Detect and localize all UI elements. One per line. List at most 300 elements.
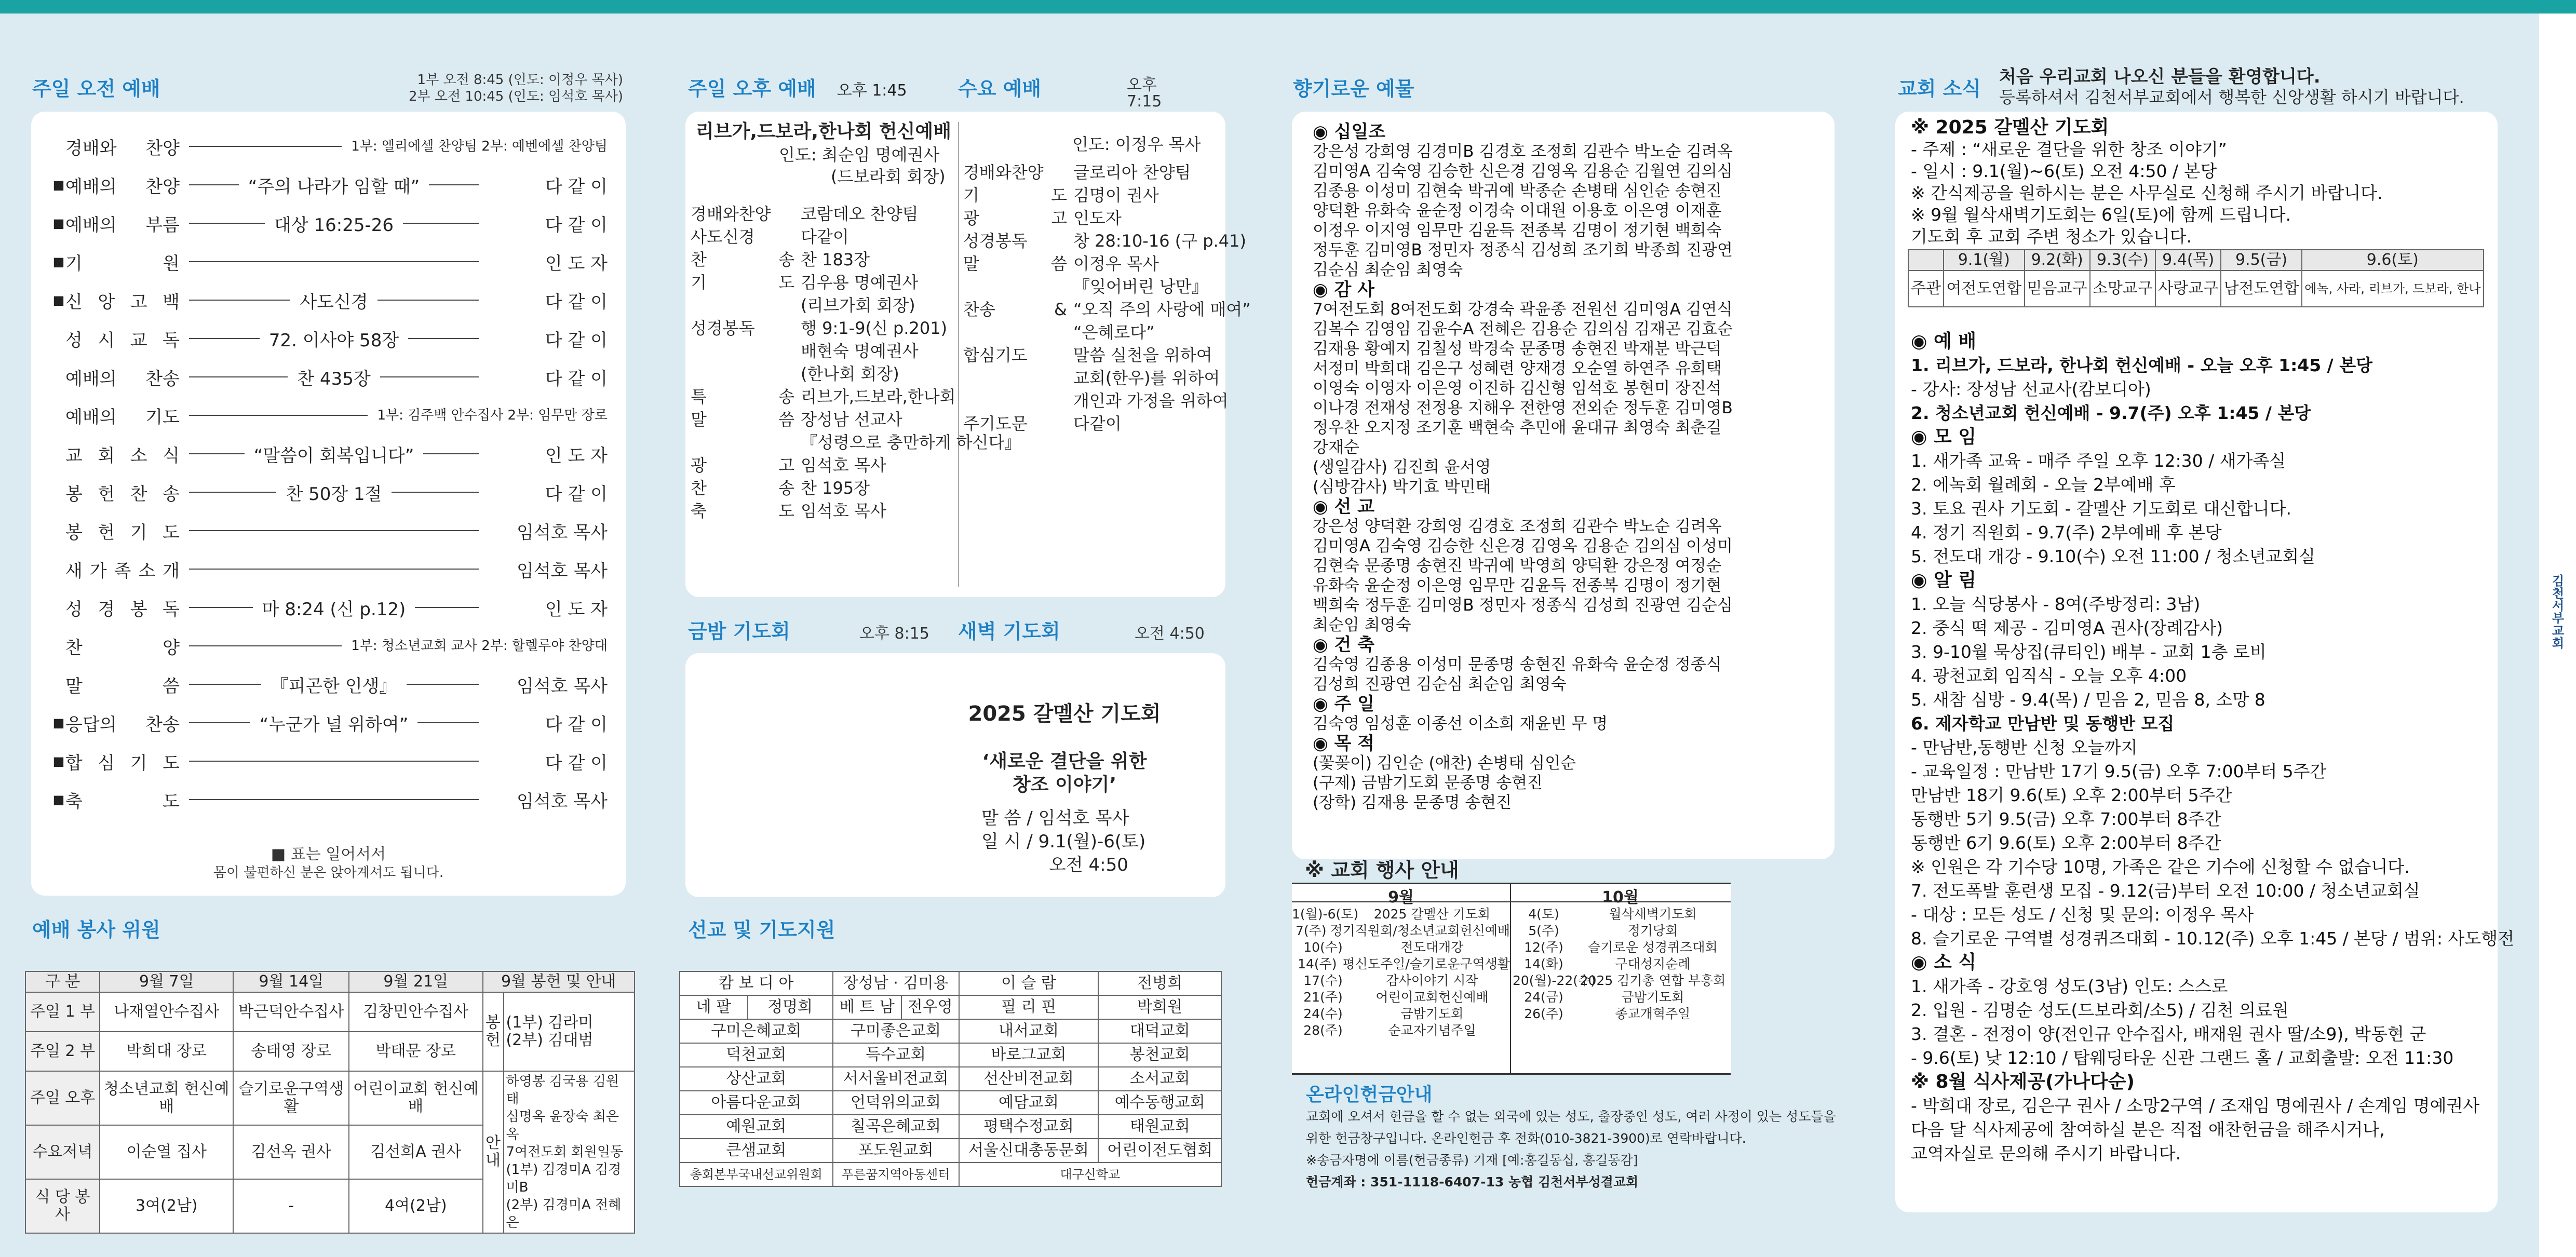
news-line: - 교육일정 : 만남반 17기 9.5(금) 오후 7:00부터 5주간 <box>1911 761 2327 781</box>
order-item <box>691 202 955 225</box>
mission-cell: 베 트 남 <box>833 995 901 1019</box>
annae-name: 7여전도회 회원일동 <box>506 1144 624 1160</box>
event-name: 월삭새벽기도회 <box>1609 907 1697 922</box>
row-label: 경배와 찬양 <box>65 138 180 159</box>
order-item <box>691 225 955 248</box>
mission-cell: 어린이전도협회 <box>1098 1139 1221 1163</box>
news-line: - 강사: 장성남 선교사(캄보디아) <box>1911 379 2151 399</box>
row-leader-line <box>189 799 479 800</box>
duty-cell: 소망교구 <box>2090 271 2155 307</box>
event-row <box>1513 956 1731 972</box>
news-line: 2. 입원 - 김명순 성도(드보라회/소5) / 김천 의료원 <box>1911 1000 2289 1020</box>
worship-order-row <box>52 127 608 166</box>
order-item <box>963 412 1223 435</box>
news-line: - 박희대 장로, 김은구 권사 / 소망2구역 / 조재임 명예권사 / 손계임 명예권사 <box>1911 1096 2480 1116</box>
event-row <box>1292 956 1510 972</box>
order-key: 경배와찬양 <box>963 163 1044 182</box>
news-line: 만남반 18기 9.6(토) 오후 2:00부터 5주간 <box>1911 785 2232 805</box>
row-leader: 임석호 목사 <box>516 522 608 543</box>
mission-cell: 전병희 <box>1098 971 1221 995</box>
offering-names: 김미영A 김숙영 김승한 신은경 김영옥 김용순 김의심 이성미 <box>1313 537 1733 556</box>
worship-order-row <box>52 204 608 242</box>
row-leader: 다 같 이 <box>545 176 608 197</box>
online-account: 헌금계좌 : 351-1118-6407-13 농협 김천서부성결교회 <box>1306 1174 1639 1190</box>
dawn-heading: 2025 갈멜산 기도회 <box>968 702 1161 726</box>
dawn-theme-1: ‘새로운 결단을 위한 <box>982 751 1147 772</box>
mission-cell: 큰샘교회 <box>680 1139 833 1163</box>
row-leader: 인 도 자 <box>545 253 608 274</box>
row-bullet: ■ <box>52 715 65 730</box>
event-row <box>1292 1022 1510 1039</box>
karmel-line: - 주제 : “새로운 결단을 위한 창조 이야기” <box>1911 139 2227 159</box>
order-item <box>691 248 955 271</box>
row-label: 신 앙 고 백 <box>65 291 180 313</box>
row-leader-line <box>429 184 479 185</box>
row-bullet: ■ <box>52 754 65 768</box>
order-key: 사도신경 <box>691 227 755 247</box>
mission-cell: 푸른꿈지역아동센터 <box>833 1163 959 1186</box>
offering-names: 김숙영 임성훈 이종선 이소희 재윤빈 무 명 <box>1313 714 1608 733</box>
mission-cell: 소서교회 <box>1098 1067 1221 1091</box>
row-label: 예배의 찬양 <box>65 176 180 197</box>
worship-order-row <box>52 242 608 281</box>
row-leader: 다 같 이 <box>545 483 608 505</box>
order-value: (한나회 회장) <box>801 364 899 384</box>
events-bottom <box>1292 1073 1731 1075</box>
row-label: 새 가 족 소 개 <box>65 560 180 582</box>
event-date: 26(주) <box>1524 1006 1563 1021</box>
service-cell: 청소년교회 헌신예배 <box>100 1071 233 1125</box>
worship-order-row <box>52 166 608 204</box>
morning-time-2: 2부 오전 10:45 (인도: 임석호 목사) <box>408 89 623 104</box>
news-line: ◉ 알 림 <box>1911 570 1977 591</box>
events-month-sep: 9월 <box>1388 888 1414 907</box>
row-leader: 다 같 이 <box>545 291 608 313</box>
mission-cell: 언덕위의교회 <box>833 1091 959 1115</box>
friday-title: 금밤 기도회 <box>688 620 790 643</box>
order-value: 임석호 목사 <box>801 455 886 475</box>
event-date: 5(주) <box>1528 923 1559 938</box>
offering-names: 이나경 전재성 전정용 지해우 전한영 전외순 정두훈 김미영B <box>1313 399 1733 417</box>
order-key: 합심기도 <box>963 345 1028 365</box>
offering-heading: ◉ 선 교 <box>1313 496 1375 517</box>
offering-names: 김재용 황예지 김칠성 박경숙 문종명 송현진 박재분 박근덕 <box>1313 340 1722 358</box>
row-label: 예배의 부름 <box>65 214 180 236</box>
order-value: 『잊어버린 낭만』 <box>1073 277 1208 296</box>
news-line: 1. 새가족 교육 - 매주 주일 오후 12:30 / 새가족실 <box>1911 451 2286 471</box>
worship-order-row <box>52 319 608 358</box>
news-line: 3. 토요 권사 기도회 - 갈멜산 기도회로 대신합니다. <box>1911 498 2291 519</box>
order-key: 성경봉독 <box>963 231 1028 251</box>
offering-names: (장학) 김재용 문종명 송현진 <box>1313 793 1512 812</box>
event-date: 7(주) <box>1295 923 1327 938</box>
service-cell: 나재열안수집사 <box>100 992 233 1032</box>
news-title: 교회 소식 <box>1898 77 1981 100</box>
worship-order-row <box>52 281 608 319</box>
order-value: 행 9:1-9(신 p.201) <box>801 318 948 338</box>
news-line: 동행반 6기 9.6(토) 오후 2:00부터 8주간 <box>1911 833 2221 853</box>
event-name: 종교개혁주일 <box>1615 1006 1691 1021</box>
order-key: 성경봉독 <box>691 318 755 338</box>
mission-cell: 구미은혜교회 <box>680 1019 833 1043</box>
mission-cell: 칠곡은혜교회 <box>833 1115 959 1139</box>
order-item <box>691 271 955 294</box>
row-bullet: ■ <box>52 216 65 231</box>
row-content: “말씀이 회복입니다” <box>253 445 414 466</box>
service-cell: 수요저녁 <box>25 1125 100 1179</box>
offering-names: 정두훈 김미영B 정민자 정종식 김성희 조기희 박종희 진광연 <box>1313 241 1733 260</box>
worship-order-row <box>52 358 608 396</box>
order-value: 김우용 명예권사 <box>801 273 919 292</box>
offering-names: 김숙영 김종용 이성미 문종명 송현진 유화숙 윤순정 정종식 <box>1313 655 1722 674</box>
order-item <box>691 385 955 408</box>
worship-order-row <box>52 473 608 511</box>
service-cell: 식 당 봉 사 <box>25 1179 100 1233</box>
order-key: 광 고 <box>691 455 794 475</box>
row-leader: 다 같 이 <box>545 714 608 735</box>
annae-name: 심명옥 윤장숙 최은옥 <box>506 1109 619 1142</box>
order-value: 인도자 <box>1073 208 1122 228</box>
row-leader-line <box>189 761 479 762</box>
row-leader: 임석호 목사 <box>516 560 608 582</box>
row-leader-line <box>417 722 479 723</box>
news-line: 다음 달 식사제공에 참여하실 분은 직접 애찬헌금을 해주시거나, <box>1911 1119 2385 1140</box>
service-cell: 4여(2남) <box>349 1179 482 1233</box>
dawn-time: 오전 4:50 <box>1135 625 1205 643</box>
dawn-title: 새벽 기도회 <box>958 620 1060 643</box>
row-leader-line <box>408 338 479 339</box>
service-cell: 김창민안수집사 <box>349 992 482 1032</box>
mission-cell: 예원교회 <box>680 1115 833 1139</box>
row-label: 예배의 찬송 <box>65 368 180 389</box>
row-label: 응답의 찬송 <box>65 714 180 735</box>
offering-heading: ◉ 십일조 <box>1313 121 1386 142</box>
row-leader-line <box>189 223 265 224</box>
service-header: 9월 14일 <box>233 971 349 992</box>
mission-cell: 대구신학교 <box>959 1163 1221 1186</box>
mission-cell: 덕천교회 <box>680 1043 833 1067</box>
row-bullet: ■ <box>52 293 65 307</box>
dawn-preacher: 말 씀 / 임석호 목사 <box>981 808 1129 829</box>
friday-dawn-panel <box>685 653 1225 897</box>
row-content: 마 8:24 (신 p.12) <box>262 599 406 620</box>
row-label: 말 씀 <box>65 675 180 697</box>
event-date: 14(주) <box>1298 956 1337 971</box>
row-leader: 다 같 이 <box>545 330 608 351</box>
order-key: 축 도 <box>691 501 794 521</box>
online-text <box>1306 1106 1836 1193</box>
order-value: 말씀 실천을 위하여 <box>1073 345 1212 365</box>
event-name: 2025 김기총 연합 부흥회 <box>1580 973 1726 988</box>
annae-name: 하영봉 김국용 김원태 <box>506 1074 619 1107</box>
row-leader: 다 같 이 <box>545 368 608 389</box>
friday-time: 오후 8:15 <box>859 625 929 643</box>
event-row <box>1513 989 1731 1006</box>
order-item <box>691 294 955 317</box>
events-header <box>1292 883 1731 907</box>
morning-order <box>52 127 608 823</box>
mission-cell: 바로그교회 <box>959 1043 1099 1067</box>
mission-cell: 내서교회 <box>959 1019 1099 1043</box>
event-row <box>1513 972 1731 989</box>
karmel-line: ※ 간식제공을 원하시는 분은 사무실로 신청해 주시기 바랍니다. <box>1911 183 2383 203</box>
service-table <box>25 971 635 1234</box>
offering-names: 7여전도회 8여전도회 강경숙 곽윤종 전원선 김미영A 김연식 <box>1313 300 1733 319</box>
row-content: “주의 나라가 임할 때” <box>248 176 420 197</box>
mission-title: 선교 및 기도지원 <box>688 918 835 941</box>
news-line: 동행반 5기 9.5(금) 오후 7:00부터 8주간 <box>1911 809 2221 829</box>
worship-order-row <box>52 550 608 588</box>
stand-note-sub: 몸이 불편하신 분은 앉아계셔도 됩니다. <box>213 865 444 881</box>
duty-cell: 사랑교구 <box>2155 271 2221 307</box>
order-key: 말 씀 <box>963 254 1067 274</box>
news-line: - 만남반,동행반 신청 오늘까지 <box>1911 737 2138 758</box>
duty-header: 9.5(금) <box>2221 250 2301 271</box>
row-leader: 임석호 목사 <box>516 791 608 812</box>
online-line-3: ※송금자명에 이름(헌금종류) 기재 [예:홍길동십, 홍길동감] <box>1306 1153 1638 1168</box>
afternoon-heading: 리브가,드보라,한나회 헌신예배 <box>696 121 951 142</box>
order-value: 배현숙 명예권사 <box>801 341 919 361</box>
row-leader-line <box>189 376 288 377</box>
dawn-date: 일 시 / 9.1(월)-6(토) <box>981 831 1146 852</box>
order-key: 특 송 <box>691 387 794 407</box>
order-item <box>963 229 1246 252</box>
news-line: 1. 리브가, 드보라, 한나회 헌신예배 - 오늘 오후 1:45 / 본당 <box>1911 355 2372 375</box>
worship-order-row <box>52 780 608 819</box>
mission-cell: 태원교회 <box>1098 1115 1221 1139</box>
news-line: 7. 전도폭발 훈련생 모집 - 9.12(금)부터 오전 10:00 / 청소년교회실 <box>1911 881 2420 901</box>
event-name: 감사이야기 시작 <box>1386 973 1478 988</box>
news-line: 3. 결혼 - 전정이 양(전인규 안수집사, 배재원 권사 딸/소9), 박동현 군 <box>1911 1024 2426 1044</box>
order-item <box>691 454 955 477</box>
row-leader-line <box>189 607 253 608</box>
row-leader-line <box>189 146 342 147</box>
offering-names: 김성희 진광연 김순심 최순임 최영숙 <box>1313 675 1567 694</box>
afternoon-title <box>688 73 907 101</box>
event-date: 28(주) <box>1303 1023 1343 1038</box>
worship-order-row <box>52 704 608 742</box>
welcome-line-1: 처음 우리교회 나오신 분들을 환영합니다. <box>1999 66 2321 87</box>
service-cell: 어린이교회 헌신예배 <box>349 1071 482 1125</box>
service-cell: 슬기로운구역생활 <box>233 1071 349 1125</box>
service-cell: 김선옥 권사 <box>233 1125 349 1179</box>
row-leader: 임석호 목사 <box>516 675 608 697</box>
offering-names: (꽃꽂이) 김인순 (애찬) 손병태 심인순 <box>1313 754 1576 773</box>
service-cell: 이순열 집사 <box>100 1125 233 1179</box>
row-label: 기 원 <box>65 253 180 274</box>
mission-cell: 캄 보 디 아 <box>680 971 833 995</box>
offering-names: (심방감사) 박기효 박민태 <box>1313 478 1491 496</box>
order-value: “은혜로다” <box>1073 322 1155 342</box>
events-september <box>1292 906 1510 1039</box>
event-date: 4(토) <box>1528 907 1559 922</box>
row-leader-line <box>189 261 479 262</box>
offering-heading: ◉ 감 사 <box>1313 279 1375 300</box>
order-value: 다같이 <box>801 227 849 247</box>
row-content: 찬 50장 1절 <box>286 483 382 505</box>
news-panel <box>1895 112 2515 1212</box>
service-header: 9월 21일 <box>349 971 482 992</box>
mission-cell: 선산비전교회 <box>959 1067 1099 1091</box>
row-label: 예배의 기도 <box>65 407 180 428</box>
event-name: 슬기로운 성경퀴즈대회 <box>1588 940 1718 955</box>
service-annae-list <box>504 1071 635 1233</box>
news-line: ※ 8월 식사제공(가나다순) <box>1911 1071 2135 1092</box>
side-stripe <box>2539 13 2576 1257</box>
row-leader: 다 같 이 <box>545 752 608 774</box>
service-title: 예배 봉사 위원 <box>32 918 160 941</box>
order-value: 김명이 권사 <box>1073 185 1159 205</box>
mission-cell: 봉천교회 <box>1098 1043 1221 1067</box>
event-name: 금밤기도회 <box>1621 990 1684 1005</box>
event-row <box>1513 923 1731 939</box>
duty-header: 9.3(수) <box>2090 250 2155 271</box>
side-tab-label: 김천서부교회 <box>2550 574 2564 649</box>
row-label: 축 도 <box>65 791 180 812</box>
offering-heading: ◉ 건 축 <box>1313 634 1375 655</box>
wednesday-order <box>963 161 1251 435</box>
row-content: 72. 이사야 58장 <box>268 330 399 351</box>
order-value: 개인과 가정을 위하여 <box>1073 391 1229 411</box>
mission-cell: 예수동행교회 <box>1098 1091 1221 1115</box>
duty-cell: 주관 <box>1908 271 1944 307</box>
dawn-theme-2: 창조 이야기’ <box>1012 774 1117 795</box>
order-key: 광 고 <box>963 208 1067 228</box>
order-value: (리브가회 회장) <box>801 295 915 315</box>
annae-name: (2부) 김경미A 전혜은 <box>506 1197 622 1231</box>
event-date: 20(월)-22(수) <box>1513 973 1596 988</box>
news-line: 8. 슬기로운 구역별 성경퀴즈대회 - 10.12(주) 오후 1:45 / 본당 / 범위: 사도행전 <box>1911 928 2515 949</box>
order-value: 『성령으로 충만하게 하신다』 <box>801 432 1021 452</box>
offering-names: 강은성 강희영 김경미B 김경호 조정희 김관수 박노순 김려옥 <box>1313 142 1733 161</box>
order-item <box>691 431 1021 454</box>
event-row <box>1292 906 1510 923</box>
mission-cell: 포도원교회 <box>833 1139 959 1163</box>
event-date: 24(금) <box>1524 990 1563 1005</box>
news-line: ◉ 예 배 <box>1911 331 1977 352</box>
row-content: “누군가 널 위하여” <box>259 714 409 735</box>
worship-order-row <box>52 511 608 550</box>
row-leader-line <box>189 415 368 416</box>
order-value: 코람데오 찬양팀 <box>801 204 919 224</box>
news-line: 4. 정기 직원회 - 9.7(주) 2부예배 후 본당 <box>1911 522 2222 543</box>
row-leader: 1부: 청소년교회 교사 2부: 할렐루야 찬양대 <box>351 638 608 654</box>
duty-cell: 남전도연합 <box>2221 271 2301 307</box>
duty-header: 9.1(월) <box>1944 250 2024 271</box>
row-label: 성 경 봉 독 <box>65 599 180 620</box>
order-item <box>963 367 1223 389</box>
mission-cell: 박희원 <box>1098 995 1221 1019</box>
mission-cell: 필 리 핀 <box>959 995 1099 1019</box>
row-label: 합 심 기 도 <box>65 752 180 774</box>
row-leader: 인 도 자 <box>545 599 608 620</box>
mission-cell: 아름다운교회 <box>680 1091 833 1115</box>
row-leader-line <box>189 300 290 301</box>
row-leader-line <box>392 492 479 493</box>
news-line: ※ 인원은 각 기수당 10명, 가족은 같은 기수에 신청할 수 없습니다. <box>1911 857 2410 877</box>
service-bong-list <box>504 992 635 1071</box>
wednesday-time: 오후 7:15 <box>1127 76 1162 111</box>
order-value: 다같이 <box>1073 414 1122 434</box>
row-label: 성 시 교 독 <box>65 330 180 351</box>
row-leader: 1부: 김주백 안수집사 2부: 임무만 장로 <box>377 408 608 423</box>
row-leader-line <box>189 530 479 531</box>
duty-table <box>1908 249 2484 307</box>
news-line: - 대상 : 모든 성도 / 신청 및 문의: 이정우 목사 <box>1911 904 2254 925</box>
welcome-line-2: 등록하셔서 김천서부교회에서 행복한 신앙생활 하시기 바랍니다. <box>1999 87 2464 107</box>
offering-names: 서정미 박희대 김은구 성혜련 양재경 오순열 하연주 유희택 <box>1313 359 1722 378</box>
offering-names: 강은성 양덕환 강희영 김경호 조정희 김관수 박노순 김려옥 <box>1313 517 1722 536</box>
event-date: 12(주) <box>1524 940 1563 955</box>
order-value: 리브가,드보라,한나회 <box>801 387 956 407</box>
morning-panel <box>31 112 626 896</box>
row-leader: 1부: 엘리에셀 찬양팀 2부: 예벤에셀 찬양팀 <box>351 139 608 154</box>
mission-cell: 상산교회 <box>680 1067 833 1091</box>
offering-names: 김순심 최순임 최영숙 <box>1313 261 1463 279</box>
offering-title: 향기로운 예물 <box>1293 77 1414 100</box>
news-line: 3. 9-10월 묵상집(큐티인) 배부 - 교회 1층 로비 <box>1911 642 2267 662</box>
row-label: 찬 양 <box>65 637 180 658</box>
events-box <box>1292 883 1731 1075</box>
order-item <box>691 340 955 362</box>
event-name: 전도대개강 <box>1400 940 1464 955</box>
order-item <box>691 477 955 499</box>
offering-names: 이정우 이지영 임무만 김윤득 전종복 김명이 정기현 백희숙 <box>1313 221 1722 240</box>
duty-header: 9.6(토) <box>2302 250 2484 271</box>
karmel-line: ※ 9월 월삭새벽기도회는 6일(토)에 함께 드립니다. <box>1911 205 2291 225</box>
row-leader-line <box>189 184 239 185</box>
karmel-line: - 일시 : 9.1(월)~6(토) 오전 4:50 / 본당 <box>1911 161 2217 181</box>
duty-cell: 믿음교구 <box>2025 271 2090 307</box>
event-row <box>1513 939 1731 956</box>
order-item <box>963 252 1223 275</box>
service-cell: 주일 1 부 <box>25 992 100 1032</box>
worship-order-row <box>52 627 608 665</box>
news-line: 1. 새가족 - 강호영 성도(3남) 인도: 스스로 <box>1911 976 2228 996</box>
event-name: 금밤기도회 <box>1400 1006 1464 1021</box>
service-cell: 3여(2남) <box>100 1179 233 1233</box>
online-line-1: 교회에 오셔서 헌금을 할 수 없는 외국에 있는 성도, 출장중인 성도, 여러 사정이 있는 성도들을 <box>1306 1109 1836 1124</box>
row-leader-line <box>189 645 342 646</box>
news-line: 교역자실로 문의해 주시기 바랍니다. <box>1911 1143 2181 1164</box>
service-cell: 박태문 장로 <box>349 1032 482 1071</box>
order-item <box>963 184 1223 207</box>
offering-panel <box>1292 112 1835 882</box>
events-divider <box>1510 883 1511 1075</box>
row-label: 봉 헌 찬 송 <box>65 483 180 505</box>
offering-names: 최순임 최영숙 <box>1313 616 1411 634</box>
order-key: 기 도 <box>963 185 1067 205</box>
service-header: 9월 7일 <box>100 971 233 992</box>
row-leader-line <box>423 453 479 454</box>
event-row <box>1292 923 1510 939</box>
duty-header: 9.4(목) <box>2155 250 2221 271</box>
event-row <box>1513 1006 1731 1022</box>
order-item <box>691 362 955 385</box>
news-list <box>1911 330 2515 1166</box>
news-line: 6. 제자학교 만남반 및 동행반 모집 <box>1911 713 2175 734</box>
order-value: 임석호 목사 <box>801 501 886 521</box>
order-key: 찬 송 <box>691 478 794 498</box>
service-header: 구 분 <box>25 971 100 992</box>
event-date: 17(수) <box>1303 973 1343 988</box>
event-row <box>1513 906 1731 923</box>
mission-cell: 정명희 <box>748 995 833 1019</box>
offering-names: 김종용 이성미 김현숙 박귀예 박종순 손병태 심인순 송현진 <box>1313 182 1722 200</box>
event-row <box>1292 939 1510 956</box>
karmel-line: 기도회 후 교회 주변 청소가 있습니다. <box>1911 226 2192 247</box>
row-leader-line <box>377 300 479 301</box>
